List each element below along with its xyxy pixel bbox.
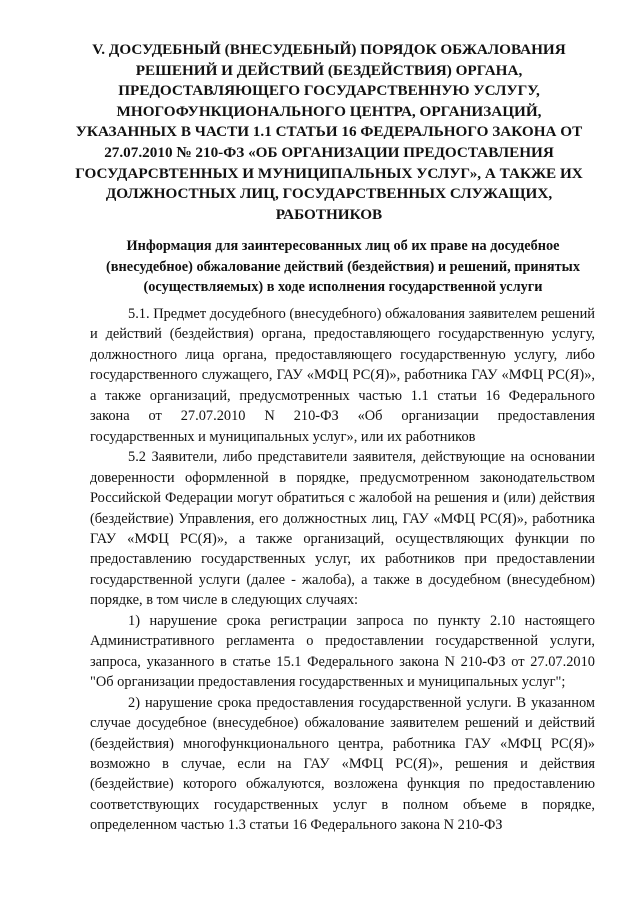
section-subheading: Информация для заинтересованных лиц об их праве на досудебное (внесудебное) обжалование действий (бездействия) и решений, принятых (осуществляемых) в ходе исполнения государственной услуги xyxy=(106,238,580,295)
section-heading: V. ДОСУДЕБНЫЙ (ВНЕСУДЕБНЫЙ) ПОРЯДОК ОБЖАЛОВАНИЯ РЕШЕНИЙ И ДЕЙСТВИЙ (БЕЗДЕЙСТВИЯ) ОРГАНА, ПРЕДОСТАВЛЯЮЩЕГО ГОСУДАРСТВЕННУЮ УСЛУГУ, МНОГОФУНКЦИОНАЛЬНОГО ЦЕНТРА, ОРГАНИЗАЦИЙ, УКАЗАННЫХ В ЧАСТИ 1.1 СТАТЬИ 16 ФЕДЕРАЛЬНОГО ЗАКОНА ОТ 27.07.2010 № 210-ФЗ «ОБ ОРГАНИЗАЦИИ ПРЕДОСТАВЛЕНИЯ ГОСУДАРСВТЕННЫХ И МУНИЦИПАЛЬНЫХ УСЛУГ», А ТАКЖЕ ИХ ДОЛЖНОСТНЫХ ЛИЦ, ГОСУДАРСТВЕННЫХ СЛУЖАЩИХ, РАБОТНИКОВ xyxy=(75,41,583,223)
list-item-2: 2) нарушение срока предоставления государственной услуги. В указанном случае досудебное (внесудебное) обжалование заявителем решений и действий (бездействия) многофункционального центра, работника ГАУ «МФЦ РС(Я)» возможно в случае, если на ГАУ «МФЦ РС(Я)», решения и действия (бездействие) которого обжалуются, возложена функция по предоставлению соответствующих государственных услуг в полном объеме в порядке, определенном частью 1.3 статьи 16 Федерального закона N 210-ФЗ xyxy=(90,694,595,834)
document-body xyxy=(90,304,595,836)
paragraph-5-2: 5.2 Заявители, либо представители заявителя, действующие на основании доверенности оформленной в порядке, предусмотренном законодательством Российской Федерации могут обратиться с жалобой на решения и (или) действия (бездействие) Управления, его должностных лиц, ГАУ «МФЦ РС(Я)», работника ГАУ «МФЦ РС(Я)», а также организаций, осуществляющих функции по предоставлению государственных услуг, их работников при предоставлении государственной услуги (далее - жалоба), а также в досудебном (внесудебном) порядке, в том числе в следующих случаях: xyxy=(90,449,595,609)
paragraph-5-1: 5.1. Предмет досудебного (внесудебного) обжалования заявителем решений и действий (бездействия) органа, предоставляющего государственную услугу, должностного лица органа, предоставляющего государственную услугу, либо государственного служащего, ГАУ «МФЦ РС(Я)», работника ГАУ «МФЦ РС(Я)», а также организаций, предусмотренных частью 1.1 статьи 16 Федерального закона от 27.07.2010 N 210-ФЗ «Об организации предоставления государственных и муниципальных услуг», или их работников xyxy=(90,306,595,445)
list-item-1: 1) нарушение срока регистрации запроса по пункту 2.10 настоящего Административного регламента о предоставлении государственной услуги, запроса, указанного в статье 15.1 Федерального закона N 210-ФЗ от 27.07.2010 "Об организации предоставления государственных и муниципальных услуг"; xyxy=(90,612,595,691)
